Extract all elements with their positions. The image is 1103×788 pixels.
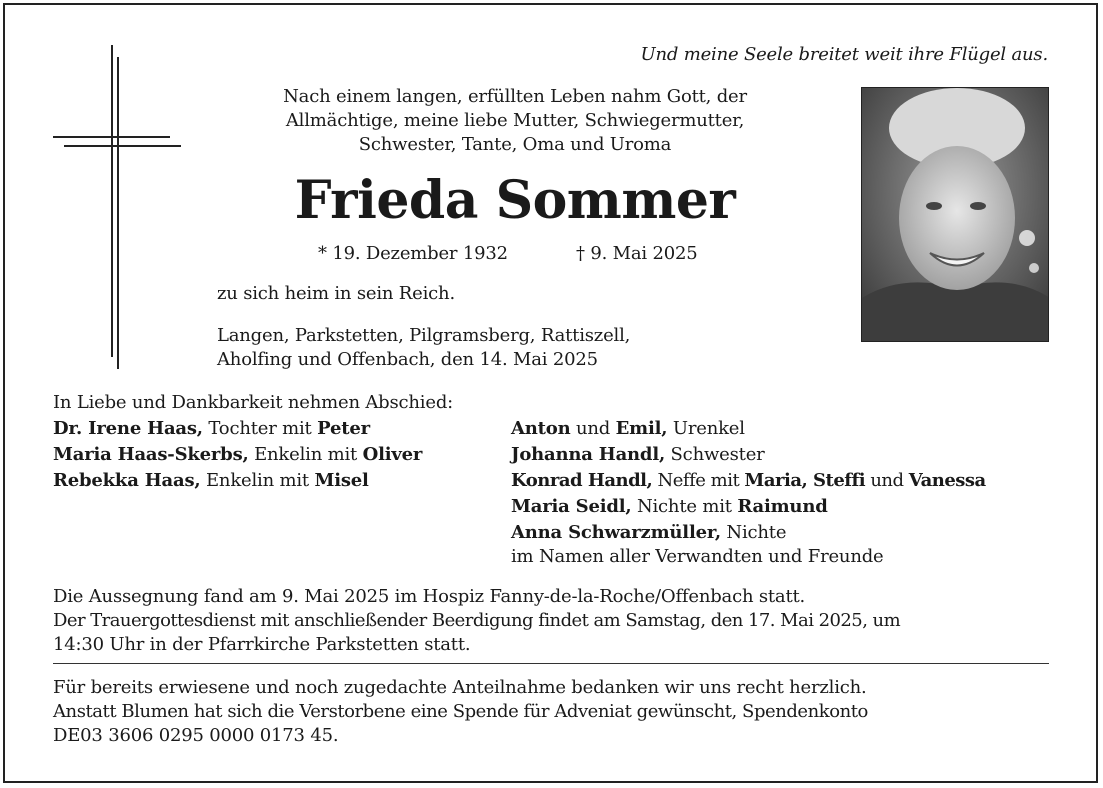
service-line-3: 14:30 Uhr in der Pfarrkirche Parkstetten statt.: [53, 634, 471, 655]
mourner-right-2: Johanna Handl, Schwester: [511, 444, 765, 465]
death-date: † 9. Mai 2025: [576, 243, 698, 264]
service-line-2: Der Trauergottesdienst mit anschließender Beerdigung findet am Samstag, den 17. Mai 2025, um: [53, 610, 901, 631]
deceased-name: Frieda Sommer: [294, 170, 736, 231]
mourner-left-2: Maria Haas-Skerbs, Enkelin mit Oliver: [53, 444, 423, 465]
thanks-line-2: Anstatt Blumen hat sich die Verstorbene eine Spende für Adveniat gewünscht, Spendenkonto: [53, 701, 868, 722]
mourner-right-3: Konrad Handl, Neffe mit Maria, Steffi und Vanessa: [511, 470, 986, 491]
portrait-illustration: [862, 88, 1049, 342]
divider-line: [53, 663, 1049, 664]
mourner-right-1: Anton und Emil, Urenkel: [511, 418, 745, 439]
birth-date: * 19. Dezember 1932: [318, 243, 508, 264]
mourner-left-1: Dr. Irene Haas, Tochter mit Peter: [53, 418, 370, 439]
intro-line-2: Allmächtige, meine liebe Mutter, Schwiegermutter,: [285, 110, 745, 131]
mourner-right-4: Maria Seidl, Nichte mit Raimund: [511, 496, 828, 517]
mourner-right-5: Anna Schwarzmüller, Nichte: [511, 522, 787, 543]
service-line-1: Die Aussegnung fand am 9. Mai 2025 im Hospiz Fanny-de-la-Roche/Offenbach statt.: [53, 586, 806, 607]
portrait-photo: [861, 87, 1049, 342]
mourner-left-3: Rebekka Haas, Enkelin mit Misel: [53, 470, 369, 491]
farewell-heading: In Liebe und Dankbarkeit nehmen Abschied:: [53, 392, 454, 413]
intro-line-3: Schwester, Tante, Oma und Uroma: [358, 134, 672, 155]
places-line-1: Langen, Parkstetten, Pilgramsberg, Rattiszell,: [217, 325, 631, 346]
thanks-line-1: Für bereits erwiesene und noch zugedachte Anteilnahme bedanken wir uns recht herzlich.: [53, 677, 867, 698]
places-line-2: Aholfing und Offenbach, den 14. Mai 2025: [217, 349, 598, 370]
reich-text: zu sich heim in sein Reich.: [217, 283, 455, 304]
thanks-line-3: DE03 3606 0295 0000 0173 45.: [53, 725, 339, 746]
intro-line-1: Nach einem langen, erfüllten Leben nahm Gott, der: [283, 86, 747, 107]
motto: Und meine Seele breitet weit ihre Flügel aus.: [640, 44, 1048, 65]
mourner-right-6: im Namen aller Verwandten und Freunde: [511, 546, 884, 567]
